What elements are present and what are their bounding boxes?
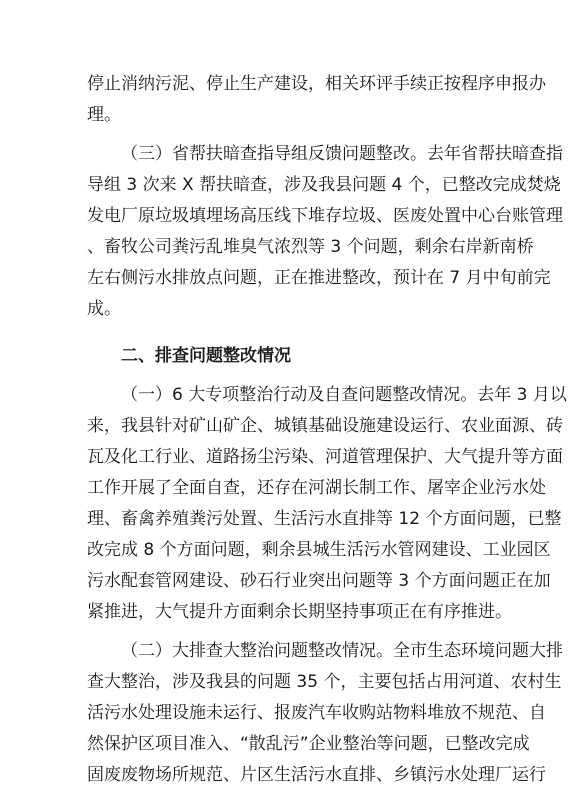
- paragraph-line: 导组 3 次来 X 帮扶暗查，涉及我县问题 4 个，已整改完成焚烧: [87, 175, 561, 195]
- paragraph-line: （二）大排查大整治问题整改情况。全市生态环境问题大排: [121, 641, 563, 661]
- paragraph-line: 污水配套管网建设、砂石行业突出问题等 3 个方面问题正在加: [87, 571, 551, 591]
- paragraph-line: 瓦及化工行业、道路扬尘污染、河道管理保护、大气提升等方面: [87, 447, 563, 467]
- paragraph-line: 固废废物场所规范、片区生活污水直排、乡镇污水处理厂运行: [87, 765, 546, 785]
- paragraph-line: 、畜牧公司粪污乱堆臭气浓烈等 3 个问题，剩余右岸新南桥: [87, 237, 534, 257]
- paragraph-line: 查大整治，涉及我县的问题 35 个，主要包括占用河道、农村生: [87, 672, 562, 692]
- paragraph-line: 成。: [87, 299, 121, 319]
- paragraph-line: 工作开展了全面自查，还存在河湖长制工作、屠宰企业污水处: [87, 478, 546, 498]
- paragraph-line: 理、畜禽养殖粪污处置、生活污水直排等 12 个方面问题，已整: [87, 509, 562, 529]
- paragraph-line: 改完成 8 个方面问题，剩余县城生活污水管网建设、工业园区: [87, 540, 551, 560]
- paragraph-line: 理。: [87, 105, 121, 125]
- paragraph-line: 停止消纳污泥、停止生产建设，相关环评手续正按程序申报办: [87, 74, 546, 94]
- paragraph-line: 然保护区项目准入、“散乱污”企业整治等问题，已整改完成: [87, 734, 530, 754]
- paragraph-line: 发电厂原垃圾填埋场高压线下堆存垃圾、医废处置中心台账管理: [87, 206, 563, 226]
- paragraph-line: 左右侧污水排放点问题，正在推进整改，预计在 7 月中旬前完: [87, 268, 551, 288]
- paragraph-line: 紧推进，大气提升方面剩余长期坚持事项正在有序推进。: [87, 602, 512, 622]
- paragraph-line: （三）省帮扶暗查指导组反馈问题整改。去年省帮扶暗查指: [121, 144, 563, 164]
- paragraph-line: 来，我县针对矿山矿企、城镇基础设施建设运行、农业面源、砖: [87, 416, 563, 436]
- section-heading: 二、排查问题整改情况: [121, 346, 291, 366]
- paragraph-line: 活污水处理设施未运行、报废汽车收购站物料堆放不规范、自: [87, 703, 546, 723]
- paragraph-line: （一）6 大专项整治行动及自查问题整改情况。去年 3 月以: [121, 385, 567, 405]
